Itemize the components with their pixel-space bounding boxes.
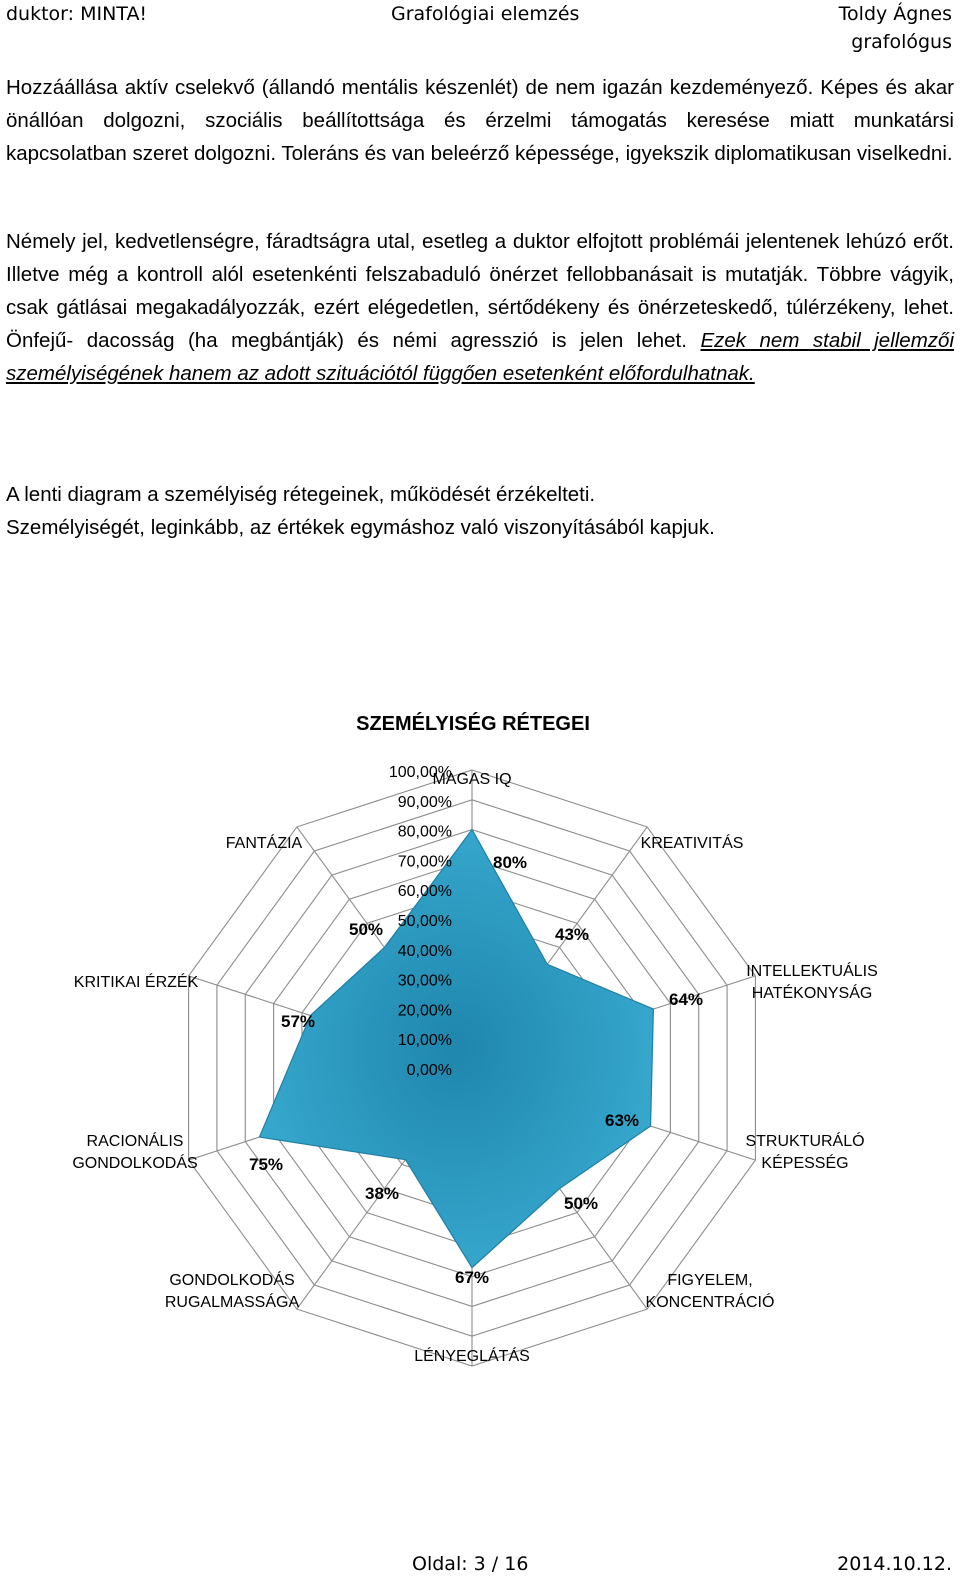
page-number: Oldal: 3 / 16 (412, 1553, 529, 1575)
tick-label: 60,00% (397, 883, 452, 901)
value-label: 43% (554, 925, 590, 944)
category-label: KREATIVITÁS (640, 835, 744, 852)
paragraph-2 (6, 225, 954, 390)
value-label: 75% (248, 1155, 284, 1174)
radar-tick-labels (389, 764, 452, 1079)
paragraph-3 (6, 478, 954, 544)
header-author: Toldy Ágnes (838, 3, 952, 25)
category-label: INTELLEKTUÁLIS HATÉKONYSÁG (746, 963, 878, 1002)
header-title: Grafológiai elemzés (391, 3, 580, 25)
tick-label: 10,00% (397, 1032, 452, 1050)
header-role: grafológus (851, 31, 952, 53)
tick-label: 100,00% (388, 764, 452, 781)
paragraph-2-text: Némely jel, kedvetlenségre, fáradtságra utal, esetleg a duktor elfojtott problémái jelentenek lehúzó erőt. Illetve még a kontroll alól esetenkénti felszabaduló önérzet fellobbanásait is mutatják. Többre vágyik, csak gátlásai megakadályozzák, ezért elégedetlen, sértődékeny és önérzeteskedő, túlérzékeny, lehet. Önfejű- dacosság (ha megbántják) és némi agresszió is jelen lehet. (6, 230, 954, 352)
page-header (0, 0, 960, 60)
value-label: 50% (348, 920, 384, 939)
tick-label: 90,00% (397, 793, 452, 811)
value-label: 63% (604, 1111, 640, 1130)
value-label: 64% (668, 990, 704, 1009)
tick-label: 20,00% (397, 1002, 452, 1020)
category-label: STRUKTURÁLÓ KÉPESSÉG (745, 1133, 865, 1172)
category-label: FIGYELEM, KONCENTRÁCIÓ (645, 1272, 775, 1311)
category-label: LÉNYEGLÁTÁS (414, 1348, 530, 1365)
value-label: 50% (563, 1194, 599, 1213)
paragraph-3-line-1: A lenti diagram a személyiség rétegeinek, működését érzékelteti. (6, 483, 596, 506)
category-label: MAGAS IQ (432, 771, 512, 788)
tick-label: 0,00% (406, 1062, 452, 1079)
tick-label: 40,00% (397, 942, 452, 960)
category-label: FANTÁZIA (225, 835, 303, 852)
tick-label: 30,00% (397, 972, 452, 990)
paragraph-3-line-2: Személyiségét, leginkább, az értékek egymáshoz való viszonyításából kapjuk. (6, 516, 715, 539)
value-label: 38% (364, 1184, 400, 1203)
header-duktor: duktor: MINTA! (6, 3, 148, 25)
paragraph-1: Hozzáállása aktív cselekvő (állandó mentális készenlét) de nem igazán kezdeményező. Képes és akar önállóan dolgozni, szociális beállítottsága és érzelmi támogatás keresése miatt munkatársi kapcsolatban szeret dolgozni. Toleráns és van beleérző képessége, igyekszik diplomatikusan viselkedni. (6, 76, 954, 165)
category-label: RACIONÁLIS GONDOLKODÁS (72, 1133, 198, 1172)
radar-chart (0, 700, 960, 1400)
tick-label: 70,00% (397, 853, 452, 871)
value-label: 80% (492, 853, 528, 872)
category-label: GONDOLKODÁS RUGALMASSÁGA (164, 1272, 300, 1311)
tick-label: 80,00% (397, 823, 452, 841)
value-label: 57% (280, 1012, 316, 1031)
tick-label: 50,00% (397, 913, 452, 930)
chart-title: SZEMÉLYISÉG RÉTEGEI (356, 713, 590, 735)
value-label: 67% (454, 1268, 490, 1287)
category-label: KRITIKAI ÉRZÉK (73, 974, 199, 991)
footer-date: 2014.10.12. (837, 1553, 952, 1575)
paragraph-2-emphasis: Ezek nem stabil jellemzői személyiségének hanem az adott szituációtól függően esetenként előfordulhatnak. (6, 329, 954, 385)
